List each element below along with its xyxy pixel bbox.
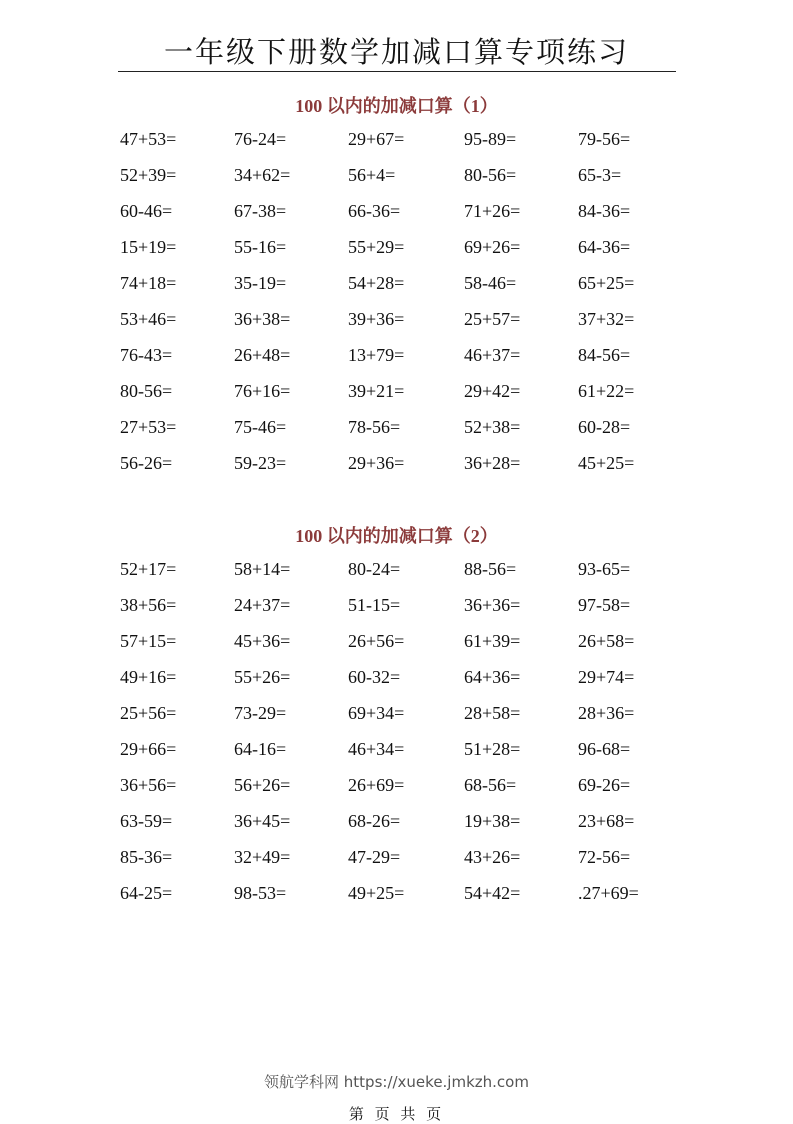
exercise-item: 85-36=	[120, 847, 173, 867]
exercise-item: 23+68=	[578, 811, 635, 831]
exercise-item: 97-58=	[578, 595, 631, 615]
exercise-item: 69+34=	[348, 703, 405, 723]
footer-site-link[interactable]: 领航学科网 https://xueke.jmkzh.com	[264, 1073, 529, 1091]
exercise-item: 52+38=	[464, 417, 521, 437]
title-divider	[118, 71, 676, 72]
exercise-item: 26+58=	[578, 631, 635, 651]
exercise-item: 36+45=	[234, 811, 291, 831]
exercise-item: 29+67=	[348, 129, 405, 149]
exercise-item: 52+17=	[120, 559, 177, 579]
exercise-item: 15+19=	[120, 237, 177, 257]
exercise-item: 51-15=	[348, 595, 401, 615]
exercise-item: 45+25=	[578, 453, 635, 473]
exercise-item: 78-56=	[348, 417, 401, 437]
exercise-item: 54+42=	[464, 883, 521, 903]
exercise-item: 67-38=	[234, 201, 287, 221]
exercise-item: 60-28=	[578, 417, 631, 437]
exercise-item: 54+28=	[348, 273, 405, 293]
exercise-item: 47-29=	[348, 847, 401, 867]
exercise-item: 43+26=	[464, 847, 521, 867]
exercise-item: 88-56=	[464, 559, 517, 579]
exercise-item: 76+16=	[234, 381, 291, 401]
exercise-item: 58+14=	[234, 559, 291, 579]
exercise-item: 64-25=	[120, 883, 173, 903]
exercise-item: 29+74=	[578, 667, 635, 687]
exercise-item: 69+26=	[464, 237, 521, 257]
exercise-item: 80-56=	[120, 381, 173, 401]
exercise-item: 93-65=	[578, 559, 631, 579]
exercise-item: 49+25=	[348, 883, 405, 903]
exercise-item: 64-36=	[578, 237, 631, 257]
section-title-1: 100 以内的加减口算（1）	[295, 96, 498, 116]
exercise-item: 34+62=	[234, 165, 291, 185]
exercise-item: 39+21=	[348, 381, 405, 401]
exercise-item: 29+36=	[348, 453, 405, 473]
exercise-item: 53+46=	[120, 309, 177, 329]
exercise-item: 25+56=	[120, 703, 177, 723]
exercise-item: 25+57=	[464, 309, 521, 329]
exercise-item: 47+53=	[120, 129, 177, 149]
exercise-item: 74+18=	[120, 273, 177, 293]
exercise-item: 60-46=	[120, 201, 173, 221]
exercise-item: 27+53=	[120, 417, 177, 437]
exercise-item: 32+49=	[234, 847, 291, 867]
exercise-item: 19+38=	[464, 811, 521, 831]
exercise-item: 13+79=	[348, 345, 405, 365]
exercise-item: 80-24=	[348, 559, 401, 579]
exercise-item: 98-53=	[234, 883, 287, 903]
exercise-item: 28+36=	[578, 703, 635, 723]
exercise-item: 80-56=	[464, 165, 517, 185]
exercise-item: 63-59=	[120, 811, 173, 831]
exercise-item: 76-43=	[120, 345, 173, 365]
exercise-item: 39+36=	[348, 309, 405, 329]
exercise-item: 55+26=	[234, 667, 291, 687]
exercise-item: 79-56=	[578, 129, 631, 149]
exercise-item: 66-36=	[348, 201, 401, 221]
exercise-item: 35-19=	[234, 273, 287, 293]
exercise-item: 26+48=	[234, 345, 291, 365]
exercise-item: 56-26=	[120, 453, 173, 473]
exercise-item: 72-56=	[578, 847, 631, 867]
exercise-item: 84-36=	[578, 201, 631, 221]
exercise-item: 76-24=	[234, 129, 287, 149]
exercise-item: 68-26=	[348, 811, 401, 831]
exercise-item: 57+15=	[120, 631, 177, 651]
exercise-item: 36+28=	[464, 453, 521, 473]
section-title-2: 100 以内的加减口算（2）	[295, 526, 498, 546]
exercise-item: 37+32=	[578, 309, 635, 329]
exercise-item: 26+69=	[348, 775, 405, 795]
exercise-item: 51+28=	[464, 739, 521, 759]
exercise-item: 26+56=	[348, 631, 405, 651]
exercise-item: 96-68=	[578, 739, 631, 759]
exercise-item: 84-56=	[578, 345, 631, 365]
exercise-item: 28+58=	[464, 703, 521, 723]
exercise-item: 59-23=	[234, 453, 287, 473]
page-title: 一年级下册数学加减口算专项练习	[163, 35, 629, 69]
exercise-item: 49+16=	[120, 667, 177, 687]
exercise-item: 73-29=	[234, 703, 287, 723]
exercise-item: 55+29=	[348, 237, 405, 257]
footer-page-number: 第 页 共 页	[348, 1105, 445, 1123]
exercise-item: 95-89=	[464, 129, 517, 149]
exercise-item: 60-32=	[348, 667, 401, 687]
exercise-item: 52+39=	[120, 165, 177, 185]
exercise-item: 24+37=	[234, 595, 291, 615]
exercise-item: 65-3=	[578, 165, 622, 185]
exercise-item: 64-16=	[234, 739, 287, 759]
exercise-item: 29+66=	[120, 739, 177, 759]
exercise-item: 46+34=	[348, 739, 405, 759]
exercise-item: 58-46=	[464, 273, 517, 293]
exercise-item: 61+39=	[464, 631, 521, 651]
exercise-item: 64+36=	[464, 667, 521, 687]
exercise-item: 45+36=	[234, 631, 291, 651]
exercise-item: 38+56=	[120, 595, 177, 615]
exercise-item: 46+37=	[464, 345, 521, 365]
exercise-item: 29+42=	[464, 381, 521, 401]
exercise-item: 69-26=	[578, 775, 631, 795]
exercise-item: 56+26=	[234, 775, 291, 795]
exercise-item: 36+56=	[120, 775, 177, 795]
exercise-item: 36+36=	[464, 595, 521, 615]
exercise-item: 75-46=	[234, 417, 287, 437]
exercise-item: .27+69=	[578, 883, 639, 903]
exercise-item: 36+38=	[234, 309, 291, 329]
exercise-item: 65+25=	[578, 273, 635, 293]
exercise-item: 71+26=	[464, 201, 521, 221]
exercise-item: 61+22=	[578, 381, 635, 401]
exercise-item: 56+4=	[348, 165, 396, 185]
exercise-item: 68-56=	[464, 775, 517, 795]
exercise-item: 55-16=	[234, 237, 287, 257]
